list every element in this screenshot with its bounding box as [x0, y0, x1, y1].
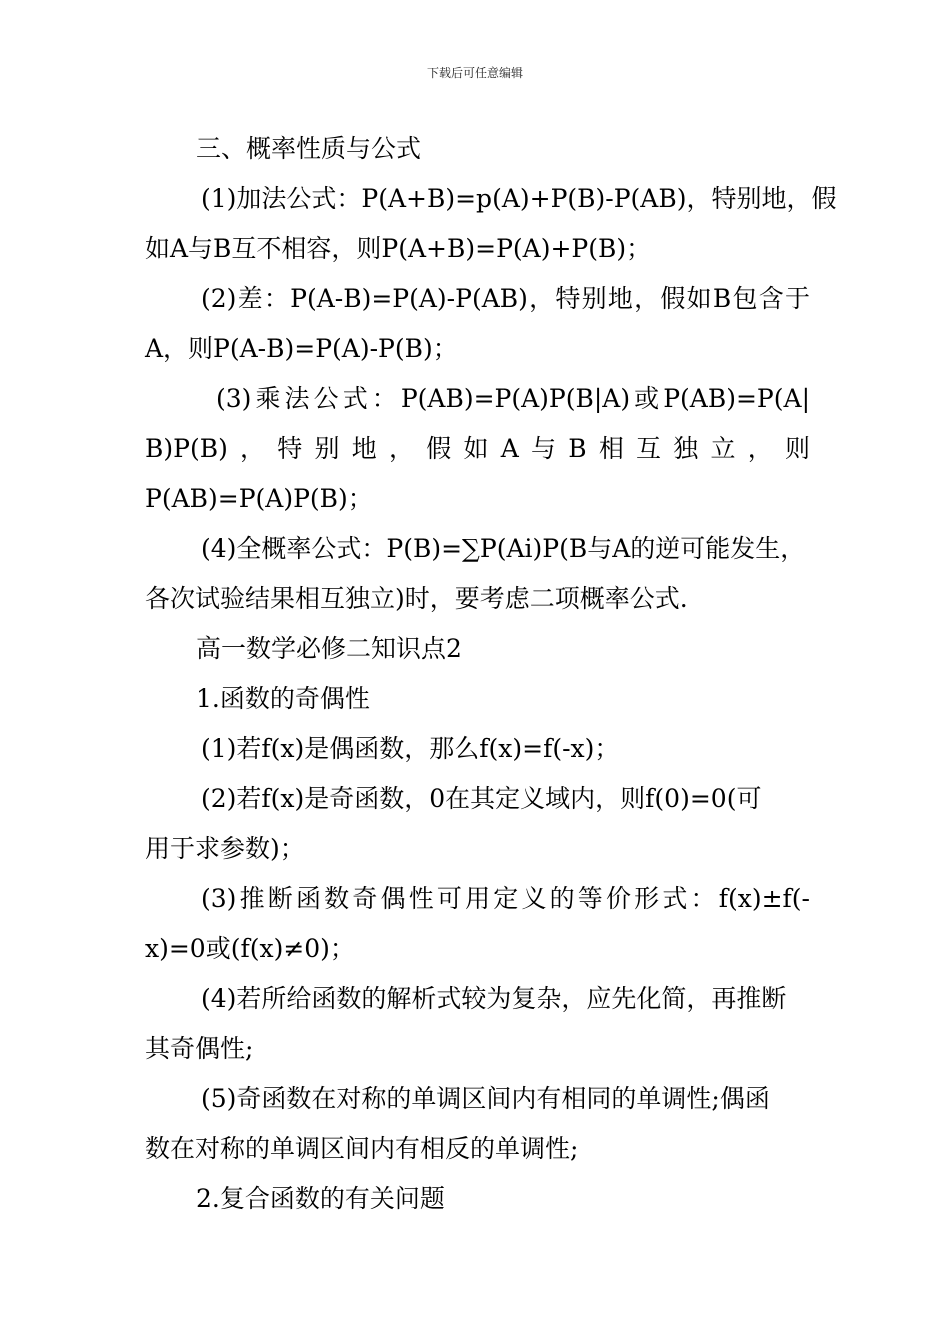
- paragraph-line: P(AB)=P(A)P(B)；: [145, 484, 373, 513]
- paragraph-line: 如A与B互不相容，则P(A+B)=P(A)+P(B)；: [145, 234, 652, 263]
- paragraph-line: 用于求参数)；: [145, 834, 305, 863]
- paragraph-line: (4)全概率公式：P(B)=∑P(Ai)P(B与A的逆可能发生，: [201, 534, 806, 563]
- paragraph-line: 各次试验结果相互独立)时，要考虑二项概率公式.: [145, 584, 688, 613]
- section-heading: 高一数学必修二知识点2: [196, 634, 462, 663]
- page-header: 下载后可任意编辑: [426, 66, 523, 80]
- section-heading: 三、概率性质与公式: [196, 134, 422, 163]
- paragraph-line: x)=0或(f(x)≠0)；: [145, 934, 355, 963]
- subsection-heading: 1.函数的奇偶性: [196, 684, 370, 713]
- subsection-heading: 2.复合函数的有关问题: [196, 1184, 445, 1213]
- paragraph-line: B)P(B)，特别地，假如A与B相互独立，则: [145, 434, 810, 463]
- paragraph-line: 其奇偶性;: [145, 1034, 254, 1063]
- paragraph-line: A，则P(A-B)=P(A)-P(B)；: [145, 334, 458, 363]
- paragraph-line: (4)若所给函数的解析式较为复杂，应先化简，再推断: [201, 984, 787, 1013]
- paragraph-line: (1)若f(x)是偶函数，那么f(x)=f(-x)；: [201, 734, 620, 763]
- paragraph-line: (3)推断函数奇偶性可用定义的等价形式：f(x)±f(-: [201, 884, 810, 913]
- paragraph-line: (2)差：P(A-B)=P(A)-P(AB)，特别地，假如B包含于: [201, 284, 810, 313]
- paragraph-line: (2)若f(x)是奇函数，0在其定义域内，则f(0)=0(可: [201, 784, 762, 813]
- paragraph-line: (5)奇函数在对称的单调区间内有相同的单调性;偶函: [201, 1084, 770, 1113]
- paragraph-line: 数在对称的单调区间内有相反的单调性;: [145, 1134, 579, 1163]
- paragraph-line: (1)加法公式：P(A+B)=p(A)+P(B)-P(AB)，特别地，假: [201, 184, 837, 213]
- paragraph-line: (3)乘法公式：P(AB)=P(A)P(B|A)或P(AB)=P(A|: [216, 384, 810, 413]
